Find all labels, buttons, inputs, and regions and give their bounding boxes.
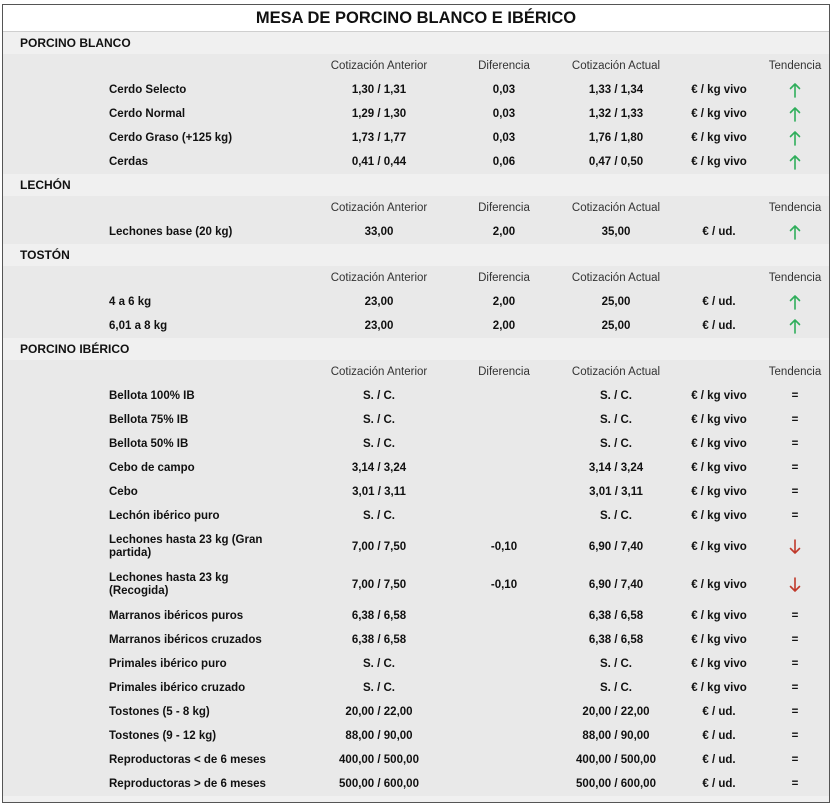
row-tendencia: [761, 78, 829, 102]
table-row: [3, 78, 829, 102]
row-diferencia: 2,00: [492, 226, 516, 238]
arrow-down-icon: [789, 539, 801, 555]
equal-icon: =: [791, 634, 799, 646]
row-diferencia: [458, 432, 550, 456]
row-tendencia: [761, 504, 829, 528]
row-cotizacion-actual: S. / C.: [600, 658, 632, 670]
header-cotizacion-actual: Cotización Actual: [571, 60, 661, 72]
row-cotizacion-actual: S. / C.: [600, 390, 632, 402]
row-cotizacion-actual: 1,33 / 1,34: [588, 84, 644, 96]
row-name: 4 a 6 kg: [109, 295, 152, 308]
row-cotizacion-anterior: 7,00 / 7,50: [351, 541, 407, 553]
row-name: Reproductoras < de 6 meses: [109, 753, 266, 766]
header-tendencia: Tendencia: [768, 60, 822, 72]
row-cotizacion-actual: S. / C.: [600, 414, 632, 426]
header-diferencia: Diferencia: [478, 272, 530, 284]
row-cotizacion-anterior: 23,00: [364, 320, 394, 332]
row-tendencia: [761, 652, 829, 676]
row-cotizacion-anterior: 3,01 / 3,11: [352, 486, 406, 498]
row-cotizacion-anterior: 6,38 / 6,58: [351, 610, 407, 622]
row-cotizacion-actual: 0,47 / 0,50: [588, 156, 644, 168]
row-name: Primales ibérico cruzado: [109, 681, 246, 694]
row-cotizacion-actual: 6,38 / 6,58: [588, 610, 644, 622]
header-diferencia: Diferencia: [478, 202, 530, 214]
equal-icon: =: [791, 610, 799, 622]
equal-icon: =: [791, 438, 799, 450]
row-name: Cerdo Graso (+125 kg): [109, 131, 233, 144]
row-unidad: € / kg vivo: [691, 634, 747, 646]
row-unidad: € / ud.: [702, 778, 736, 790]
table-row: [3, 102, 829, 126]
header-cotizacion-actual: Cotización Actual: [571, 202, 661, 214]
row-name: Lechón ibérico puro: [109, 509, 220, 522]
row-diferencia: 2,00: [492, 296, 516, 308]
equal-icon: =: [791, 658, 799, 670]
row-diferencia: 0,03: [492, 84, 516, 96]
header-tendencia: Tendencia: [768, 272, 822, 284]
row-name: Primales ibérico puro: [109, 657, 227, 670]
row-tendencia: [761, 408, 829, 432]
row-name: Bellota 100% IB: [109, 389, 195, 402]
row-tendencia: [761, 700, 829, 724]
row-unidad: € / ud.: [702, 226, 736, 238]
row-cotizacion-anterior: 1,29 / 1,30: [351, 108, 407, 120]
row-unidad: € / ud.: [702, 754, 736, 766]
row-tendencia: [761, 566, 829, 604]
row-cotizacion-anterior: 23,00: [364, 296, 394, 308]
row-tendencia: [761, 748, 829, 772]
equal-icon: =: [791, 754, 799, 766]
row-cotizacion-actual: 1,76 / 1,80: [588, 132, 644, 144]
table-row: [3, 126, 829, 150]
row-diferencia: [458, 724, 550, 748]
equal-icon: =: [791, 510, 799, 522]
row-cotizacion-actual: 3,01 / 3,11: [589, 486, 643, 498]
table-row: [3, 290, 829, 314]
table-row: [3, 604, 829, 628]
sections-container: [3, 32, 829, 796]
row-diferencia: [458, 456, 550, 480]
table-row: [3, 652, 829, 676]
table-row: [3, 748, 829, 772]
table-row: [3, 220, 829, 244]
header-cotizacion-anterior: Cotización Anterior: [330, 366, 428, 378]
header-tendencia: Tendencia: [768, 366, 822, 378]
equal-icon: =: [791, 730, 799, 742]
table-row: [3, 724, 829, 748]
equal-icon: =: [791, 414, 799, 426]
row-cotizacion-anterior: 88,00 / 90,00: [345, 730, 413, 742]
row-diferencia: 0,06: [492, 156, 516, 168]
row-cotizacion-anterior: S. / C.: [363, 438, 395, 450]
equal-icon: =: [791, 390, 799, 402]
price-table-frame: [2, 4, 830, 803]
row-cotizacion-anterior: 400,00 / 500,00: [339, 754, 419, 766]
row-unidad: € / kg vivo: [691, 156, 747, 168]
row-tendencia: [761, 384, 829, 408]
table-row: [3, 314, 829, 338]
row-cotizacion-anterior: S. / C.: [363, 390, 395, 402]
row-unidad: € / kg vivo: [691, 541, 747, 553]
row-cotizacion-actual: 20,00 / 22,00: [582, 706, 650, 718]
row-name: Cerdo Normal: [109, 107, 186, 120]
row-diferencia: -0,10: [490, 541, 518, 553]
row-name: Lechones base (20 kg): [109, 225, 233, 238]
table-row: [3, 566, 829, 604]
row-cotizacion-actual: 88,00 / 90,00: [582, 730, 650, 742]
table-row: [3, 504, 829, 528]
row-name: Lechones hasta 23 kg (Gran partida): [109, 534, 263, 559]
arrow-up-icon: [789, 224, 801, 240]
row-diferencia: [458, 604, 550, 628]
column-header-row: [3, 360, 829, 384]
header-tendencia: Tendencia: [768, 202, 822, 214]
row-diferencia: -0,10: [490, 579, 518, 591]
header-cotizacion-actual: Cotización Actual: [571, 366, 661, 378]
section-title: LECHÓN: [3, 174, 829, 196]
arrow-up-icon: [789, 130, 801, 146]
table-row: [3, 700, 829, 724]
row-name: Lechones hasta 23 kg (Recogida): [109, 572, 229, 597]
row-tendencia: [761, 314, 829, 338]
arrow-up-icon: [789, 154, 801, 170]
row-cotizacion-anterior: 0,41 / 0,44: [351, 156, 407, 168]
row-name: 6,01 a 8 kg: [109, 319, 168, 332]
header-cotizacion-actual: Cotización Actual: [571, 272, 661, 284]
row-unidad: € / kg vivo: [691, 486, 747, 498]
row-unidad: € / kg vivo: [691, 108, 747, 120]
equal-icon: =: [791, 682, 799, 694]
row-cotizacion-actual: 25,00: [601, 296, 631, 308]
row-cotizacion-actual: 500,00 / 600,00: [576, 778, 656, 790]
header-diferencia: Diferencia: [478, 366, 530, 378]
table-row: [3, 384, 829, 408]
row-tendencia: [761, 604, 829, 628]
header-cotizacion-anterior: Cotización Anterior: [330, 272, 428, 284]
row-diferencia: 0,03: [492, 132, 516, 144]
row-tendencia: [761, 220, 829, 244]
row-tendencia: [761, 456, 829, 480]
row-diferencia: [458, 628, 550, 652]
row-unidad: € / kg vivo: [691, 579, 747, 591]
table-row: [3, 480, 829, 504]
row-cotizacion-anterior: 3,14 / 3,24: [351, 462, 407, 474]
row-unidad: € / ud.: [702, 706, 736, 718]
row-cotizacion-anterior: 1,73 / 1,77: [351, 132, 407, 144]
row-unidad: € / kg vivo: [691, 414, 747, 426]
row-diferencia: [458, 480, 550, 504]
row-unidad: € / ud.: [702, 730, 736, 742]
equal-icon: =: [791, 486, 799, 498]
row-diferencia: 0,03: [492, 108, 516, 120]
row-name: Cebo: [109, 485, 138, 498]
row-tendencia: [761, 102, 829, 126]
row-diferencia: [458, 772, 550, 796]
row-tendencia: [761, 676, 829, 700]
row-diferencia: 2,00: [492, 320, 516, 332]
row-name: Bellota 50% IB: [109, 437, 189, 450]
row-diferencia: [458, 504, 550, 528]
row-cotizacion-actual: 6,90 / 7,40: [588, 579, 644, 591]
section-title: PORCINO BLANCO: [3, 32, 829, 54]
row-cotizacion-anterior: 20,00 / 22,00: [345, 706, 413, 718]
row-unidad: € / ud.: [702, 296, 736, 308]
section-block: [3, 266, 829, 338]
arrow-up-icon: [789, 82, 801, 98]
row-cotizacion-anterior: S. / C.: [363, 510, 395, 522]
row-diferencia: [458, 748, 550, 772]
row-name: Tostones (9 - 12 kg): [109, 729, 217, 742]
row-cotizacion-actual: S. / C.: [600, 510, 632, 522]
table-row: [3, 432, 829, 456]
row-cotizacion-anterior: 6,38 / 6,58: [351, 634, 407, 646]
row-unidad: € / kg vivo: [691, 658, 747, 670]
table-row: [3, 772, 829, 796]
header-cotizacion-anterior: Cotización Anterior: [330, 60, 428, 72]
row-cotizacion-anterior: S. / C.: [363, 414, 395, 426]
row-tendencia: [761, 528, 829, 566]
row-name: Marranos ibéricos puros: [109, 609, 244, 622]
row-tendencia: [761, 290, 829, 314]
row-cotizacion-actual: S. / C.: [600, 438, 632, 450]
row-cotizacion-actual: 35,00: [601, 226, 631, 238]
column-header-row: [3, 266, 829, 290]
equal-icon: =: [791, 778, 799, 790]
column-header-row: [3, 196, 829, 220]
row-name: Cerdas: [109, 155, 148, 168]
row-cotizacion-actual: 3,14 / 3,24: [588, 462, 644, 474]
row-name: Cebo de campo: [109, 461, 195, 474]
row-name: Bellota 75% IB: [109, 413, 189, 426]
row-unidad: € / kg vivo: [691, 610, 747, 622]
row-tendencia: [761, 772, 829, 796]
table-row: [3, 408, 829, 432]
section-block: [3, 360, 829, 796]
row-name: Reproductoras > de 6 meses: [109, 777, 266, 790]
page-title: MESA DE PORCINO BLANCO E IBÉRICO: [3, 5, 829, 32]
row-name: Tostones (5 - 8 kg): [109, 705, 210, 718]
row-cotizacion-anterior: S. / C.: [363, 682, 395, 694]
row-cotizacion-anterior: 33,00: [364, 226, 394, 238]
row-diferencia: [458, 384, 550, 408]
row-tendencia: [761, 480, 829, 504]
section-title: TOSTÓN: [3, 244, 829, 266]
row-unidad: € / kg vivo: [691, 390, 747, 402]
table-row: [3, 456, 829, 480]
table-row: [3, 676, 829, 700]
row-cotizacion-actual: 25,00: [601, 320, 631, 332]
section-block: [3, 54, 829, 174]
row-unidad: € / kg vivo: [691, 462, 747, 474]
equal-icon: =: [791, 706, 799, 718]
row-diferencia: [458, 676, 550, 700]
row-unidad: € / kg vivo: [691, 132, 747, 144]
equal-icon: =: [791, 462, 799, 474]
row-unidad: € / kg vivo: [691, 510, 747, 522]
row-cotizacion-actual: 6,90 / 7,40: [588, 541, 644, 553]
row-cotizacion-anterior: 500,00 / 600,00: [339, 778, 419, 790]
row-cotizacion-actual: 6,38 / 6,58: [588, 634, 644, 646]
row-unidad: € / ud.: [702, 320, 736, 332]
row-name: Cerdo Selecto: [109, 83, 187, 96]
table-row: [3, 628, 829, 652]
row-cotizacion-anterior: 7,00 / 7,50: [351, 579, 407, 591]
column-header-row: [3, 54, 829, 78]
row-unidad: € / kg vivo: [691, 438, 747, 450]
row-cotizacion-actual: S. / C.: [600, 682, 632, 694]
header-cotizacion-anterior: Cotización Anterior: [330, 202, 428, 214]
row-diferencia: [458, 408, 550, 432]
arrow-up-icon: [789, 294, 801, 310]
row-cotizacion-actual: 1,32 / 1,33: [588, 108, 644, 120]
row-tendencia: [761, 150, 829, 174]
row-tendencia: [761, 432, 829, 456]
arrow-up-icon: [789, 106, 801, 122]
row-diferencia: [458, 700, 550, 724]
row-tendencia: [761, 724, 829, 748]
section-title: PORCINO IBÉRICO: [3, 338, 829, 360]
arrow-down-icon: [789, 577, 801, 593]
table-row: [3, 150, 829, 174]
arrow-up-icon: [789, 318, 801, 334]
row-cotizacion-anterior: S. / C.: [363, 658, 395, 670]
row-diferencia: [458, 652, 550, 676]
row-name: Marranos ibéricos cruzados: [109, 633, 262, 646]
row-cotizacion-anterior: 1,30 / 1,31: [351, 84, 407, 96]
row-tendencia: [761, 126, 829, 150]
row-cotizacion-actual: 400,00 / 500,00: [576, 754, 656, 766]
section-block: [3, 196, 829, 244]
table-row: [3, 528, 829, 566]
row-unidad: € / kg vivo: [691, 84, 747, 96]
header-diferencia: Diferencia: [478, 60, 530, 72]
row-tendencia: [761, 628, 829, 652]
row-unidad: € / kg vivo: [691, 682, 747, 694]
